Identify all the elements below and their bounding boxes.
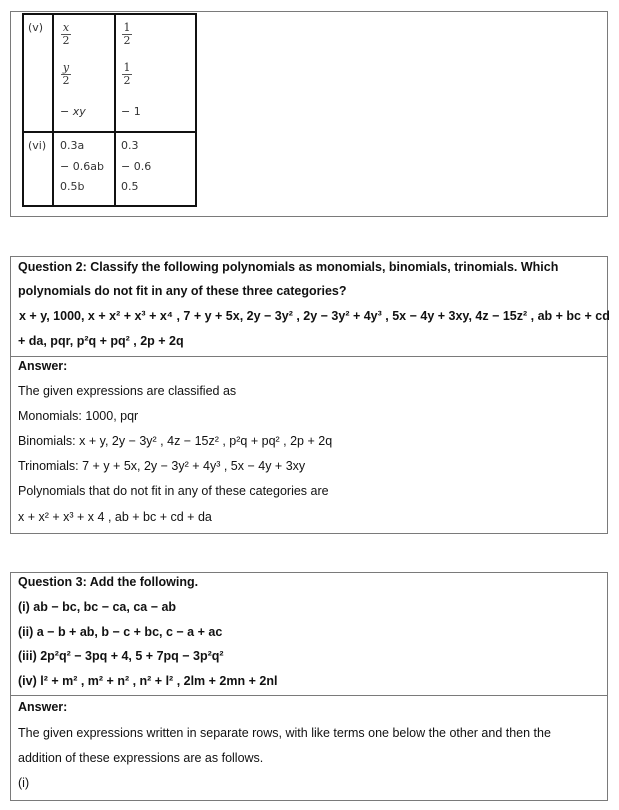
answer-line: Binomials: x + y, 2y − 3y² , 4z − 15z² , p²q + pq² , 2p + 2q	[18, 434, 333, 448]
term-fraction: $\frac{x}{2}$	[62, 21, 70, 47]
answer-line: The given expressions written in separate rows, with like terms one below the other and then the	[18, 726, 551, 740]
question-2-expressions: x + y, 1000, x + x² + x³ + x⁴ , 7 + y + 5x, 2y − 3y² , 2y − 3y² + 4y³ , 5x − 4y + 3xy, 4z − 15z² , ab + bc + cd	[19, 309, 610, 323]
answer-line: Polynomials that do not fit in any of these categories are	[18, 484, 329, 498]
coefficient-text: 0.3	[121, 139, 139, 152]
answer-line: x + x² + x³ + x 4 , ab + bc + cd + da	[18, 510, 212, 524]
question-2-title-cont: polynomials do not fit in any of these three categories?	[18, 284, 347, 298]
table-section	[10, 11, 608, 217]
term-text: 0.3a	[60, 139, 85, 152]
answer-line: Monomials: 1000, pqr	[18, 409, 139, 423]
term-text: − xy	[60, 105, 86, 118]
answer-line: The given expressions are classified as	[18, 384, 237, 398]
coefficient-fraction: $\frac{1}{2}$	[123, 21, 131, 47]
qa-divider	[11, 356, 607, 357]
question-2-expressions-cont: + da, pqr, p²q + pq² , 2p + 2q	[18, 334, 184, 348]
question-3-part: (i) ab − bc, bc − ca, ca − ab	[18, 600, 177, 614]
question-2-box	[10, 256, 608, 534]
question-3-part: (iii) 2p²q² − 3pq + 4, 5 + 7pq − 3p²q²	[18, 649, 224, 663]
table-column-divider	[52, 15, 54, 205]
table-row-divider	[24, 131, 195, 133]
term-fraction: $\frac{y}{2}$	[62, 61, 70, 87]
coefficient-fraction: $\frac{1}{2}$	[123, 61, 131, 87]
term-text: − 0.6ab	[60, 160, 104, 173]
coefficient-text: 0.5	[121, 180, 139, 193]
answer-line: Trinomials: 7 + y + 5x, 2y − 3y² + 4y³ , 5x − 4y + 3xy	[18, 459, 306, 473]
row-label: (v)	[28, 21, 44, 34]
answer-label: Answer:	[18, 359, 68, 373]
coefficient-text: − 1	[121, 105, 141, 118]
coefficient-table	[22, 13, 197, 207]
question-3-title: Question 3: Add the following.	[18, 575, 199, 589]
qa-divider	[11, 695, 607, 696]
table-column-divider	[114, 15, 116, 205]
question-2-title: Question 2: Classify the following polynomials as monomials, binomials, trinomials. Which	[18, 260, 559, 274]
answer-line: addition of these expressions are as follows.	[18, 751, 264, 765]
coefficient-text: − 0.6	[121, 160, 152, 173]
question-3-part: (ii) a − b + ab, b − c + bc, c − a + ac	[18, 625, 223, 639]
question-3-box	[10, 572, 608, 801]
answer-label: Answer:	[18, 700, 68, 714]
answer-line: (i)	[18, 776, 30, 790]
question-3-part: (iv) l² + m² , m² + n² , n² + l² , 2lm + 2mn + 2nl	[18, 674, 278, 688]
row-label: (vi)	[28, 139, 47, 152]
term-text: 0.5b	[60, 180, 85, 193]
